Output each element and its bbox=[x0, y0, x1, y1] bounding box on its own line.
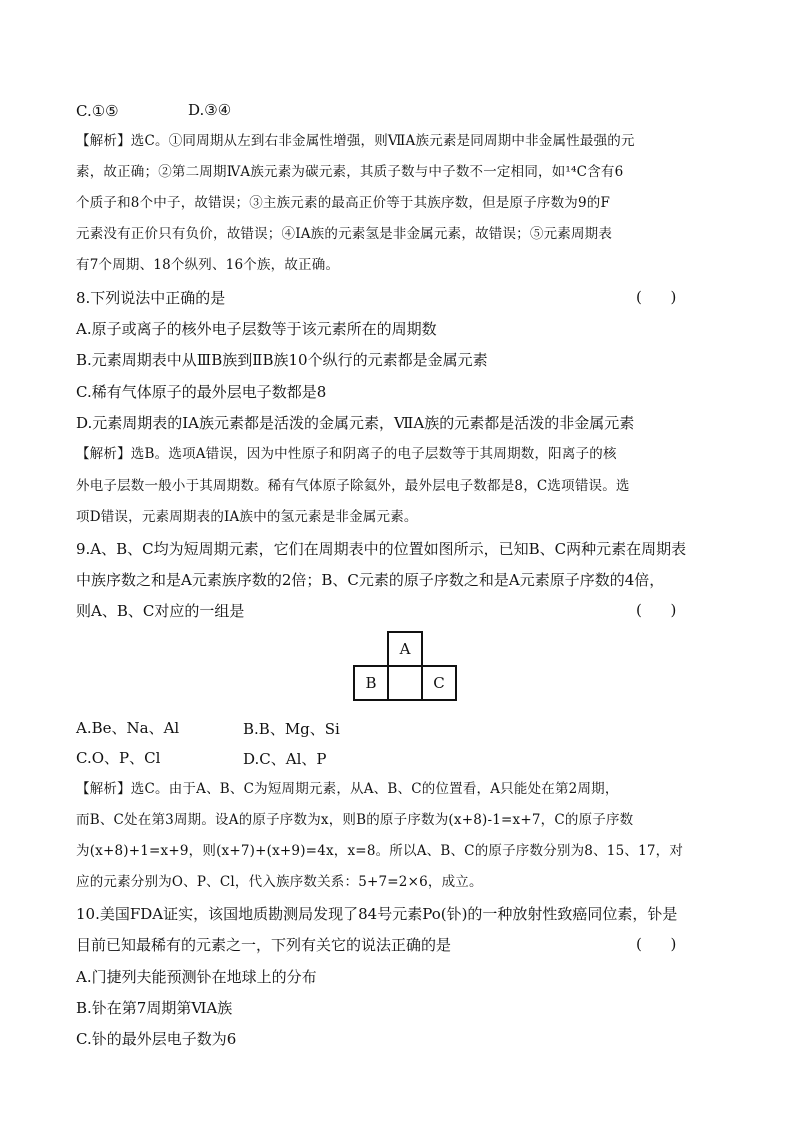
cell-c-label: C bbox=[433, 674, 445, 692]
question-line: 9.A、B、C均为短周期元素，它们在周期表中的位置如图所示，已知B、C两种元素在周期表 bbox=[76, 540, 687, 558]
question-line: C.钋的最外层电子数为6 bbox=[76, 1030, 237, 1048]
cell-c bbox=[421, 665, 457, 701]
question-line: 则A、B、C对应的一组是 bbox=[76, 602, 245, 620]
answer-bracket: ( ) bbox=[636, 935, 677, 953]
cell-b-label: B bbox=[365, 674, 377, 692]
explanation-line: 【解析】选C。①同周期从左到右非金属性增强，则ⅦA族元素是同周期中非金属性最强的元 bbox=[76, 133, 635, 149]
explanation-line: 个质子和8个中子，故错误；③主族元素的最高正价等于其族序数，但是原子序数为9的F bbox=[76, 195, 611, 211]
question-line: 中族序数之和是A元素族序数的2倍；B、C元素的原子序数之和是A元素原子序数的4倍， bbox=[76, 571, 665, 589]
question-line: 10.美国FDA证实，该国地质勘测局发现了84号元素Po(钋)的一种放射性致癌同位素，钋是 bbox=[76, 905, 678, 923]
explanation-line: 元素没有正价只有负价，故错误；④ⅠA族的元素氢是非金属元素，故错误；⑤元素周期表 bbox=[76, 226, 613, 242]
explanation-line: 【解析】选B。选项A错误，因为中性原子和阴离子的电子层数等于其周期数，阳离子的核 bbox=[76, 446, 617, 462]
explanation-line: 【解析】选C。由于A、B、C为短周期元素，从A、B、C的位置看，A只能处在第2周期， bbox=[76, 781, 619, 797]
question-line: B.钋在第7周期第ⅥA族 bbox=[76, 999, 233, 1017]
explanation-line: 项D错误，元素周期表的ⅠA族中的氢元素是非金属元素。 bbox=[76, 509, 418, 525]
question-line: A.Be、Na、Al bbox=[76, 719, 180, 737]
explanation-line: 而B、C处在第3周期。设A的原子序数为x，则B的原子序数为(x+8)-1=x+7，C的原子序数 bbox=[76, 812, 634, 828]
question-line: 8.下列说法中正确的是 bbox=[76, 289, 226, 307]
cell-a bbox=[387, 631, 423, 667]
question-line: C.稀有气体原子的最外层电子数都是8 bbox=[76, 383, 327, 401]
question-line: 目前已知最稀有的元素之一，下列有关它的说法正确的是 bbox=[76, 936, 452, 954]
question-line: C.O、P、Cl bbox=[76, 749, 161, 767]
explanation-line: 有7个周期、18个纵列、16个族，故正确。 bbox=[76, 257, 340, 273]
explanation-line: 应的元素分别为O、P、Cl，代入族序数关系：5+7=2×6，成立。 bbox=[76, 874, 483, 890]
question-line: A.原子或离子的核外电子层数等于该元素所在的周期数 bbox=[76, 320, 437, 338]
question-line: B.元素周期表中从ⅢB族到ⅡB族10个纵行的元素都是金属元素 bbox=[76, 351, 488, 369]
answer-bracket: ( ) bbox=[636, 288, 677, 306]
cell-empty bbox=[387, 665, 423, 701]
question-line: D.元素周期表的ⅠA族元素都是活泼的金属元素，ⅦA族的元素都是活泼的非金属元素 bbox=[76, 414, 635, 432]
option-right: D.C、Al、P bbox=[243, 750, 327, 768]
explanation-line: 为(x+8)+1=x+9，则(x+7)+(x+9)=4x，x=8。所以A、B、C的原子序数分别为8、15、17，对 bbox=[76, 843, 684, 859]
cell-b bbox=[353, 665, 389, 701]
periodic-position-diagram bbox=[353, 631, 455, 699]
explanation-line: 素，故正确；②第二周期ⅣA族元素为碳元素，其质子数与中子数不一定相同，如¹⁴C含有6 bbox=[76, 164, 624, 180]
question-line: C.①⑤ bbox=[76, 102, 119, 120]
option-right: D.③④ bbox=[188, 101, 232, 119]
explanation-line: 外电子层数一般小于其周期数。稀有气体原子除氦外，最外层电子数都是8，C选项错误。选 bbox=[76, 478, 630, 494]
question-line: A.门捷列夫能预测钋在地球上的分布 bbox=[76, 968, 317, 986]
cell-a-label: A bbox=[399, 640, 411, 658]
option-right: B.B、Mg、Si bbox=[243, 720, 340, 738]
answer-bracket: ( ) bbox=[636, 601, 677, 619]
